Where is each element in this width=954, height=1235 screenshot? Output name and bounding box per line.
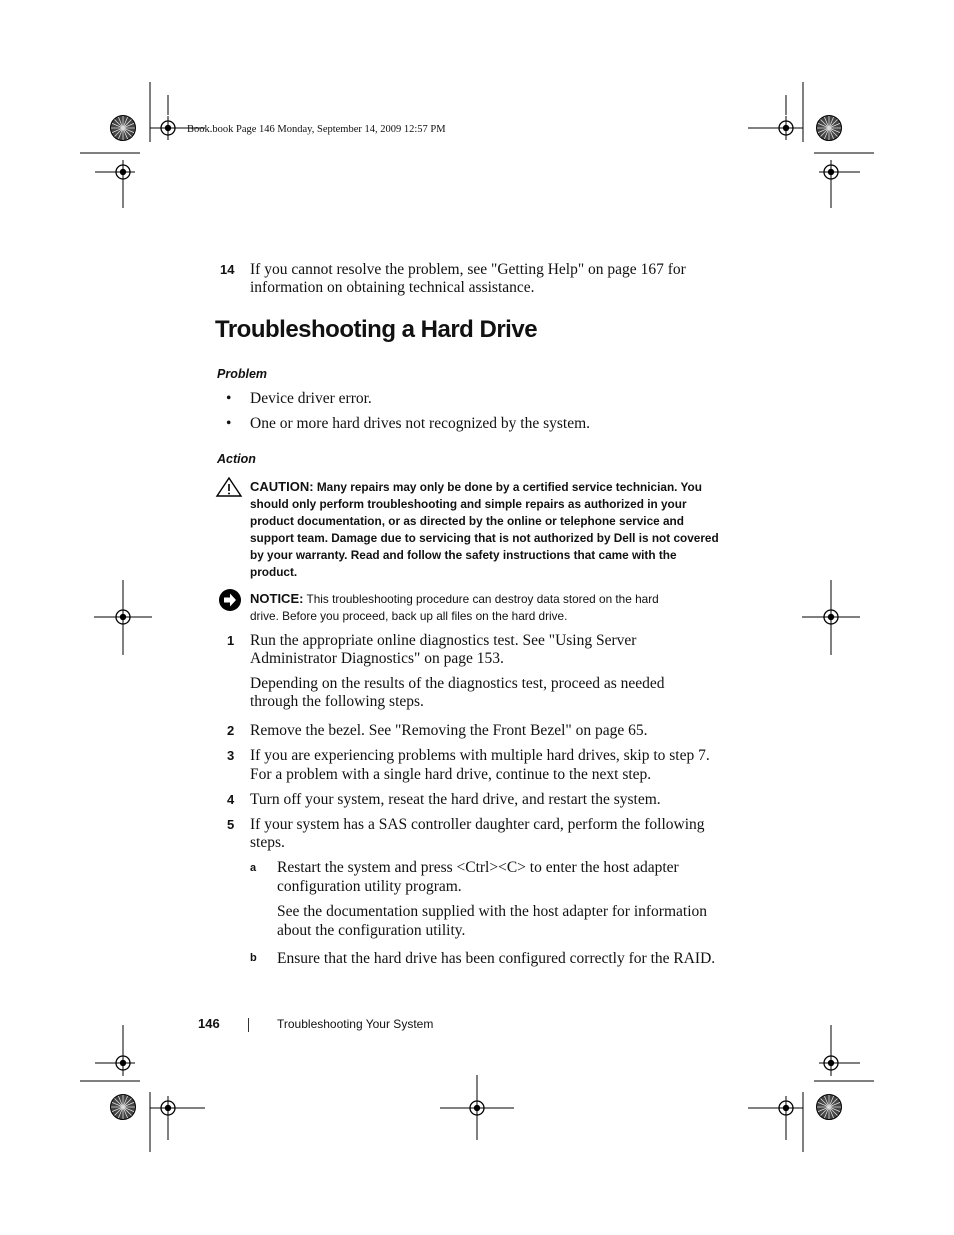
caution-text: should only perform troubleshooting and simple repairs as authorized in your: [250, 497, 687, 511]
step-text: Turn off your system, reseat the hard drive, and restart the system.: [250, 791, 661, 808]
notice-label: NOTICE:: [250, 591, 304, 606]
step-text: steps.: [250, 834, 285, 851]
substep-text: See the documentation supplied with the host adapter for information: [277, 903, 708, 920]
caution-label: CAUTION:: [250, 479, 314, 494]
step-number: 1: [227, 633, 235, 648]
step-text: For a problem with a single hard drive, continue to the next step.: [250, 766, 652, 783]
step-text: Depending on the results of the diagnostics test, proceed as needed: [250, 675, 665, 692]
problem-heading: Problem: [217, 367, 268, 381]
notice-text: drive. Before you proceed, back up all files on the hard drive.: [250, 609, 568, 623]
footer-divider: [248, 1018, 249, 1032]
step-number: 3: [227, 748, 235, 763]
notice-block: [250, 590, 720, 625]
registration-star-top-left: [111, 116, 136, 141]
step-number: 5: [227, 817, 235, 832]
step-number: 2: [227, 723, 235, 738]
step-text: Administrator Diagnostics" on page 153.: [250, 650, 504, 667]
caution-icon: [215, 476, 243, 498]
section-title: Troubleshooting a Hard Drive: [215, 316, 538, 343]
substep-letter: a: [250, 862, 257, 874]
step-text: Run the appropriate online diagnostics test. See "Using Server: [250, 632, 637, 649]
substep-text: Ensure that the hard drive has been configured correctly for the RAID.: [277, 950, 716, 967]
step-text: If you cannot resolve the problem, see "Getting Help" on page 167 for: [250, 261, 686, 278]
page-number: 146: [198, 1016, 220, 1031]
registration-star-bottom-left: [111, 1095, 136, 1120]
crop-mark-bottom-right: [803, 1081, 874, 1152]
substep-text: configuration utility program.: [277, 878, 462, 895]
caution-text: by your warranty. Read and follow the safety instructions that came with the: [250, 548, 677, 562]
bullet-item: Device driver error.: [250, 390, 372, 407]
step-number: 14: [220, 262, 235, 277]
footer-section-title: Troubleshooting Your System: [277, 1017, 434, 1031]
substep-letter: b: [250, 952, 257, 964]
notice-icon: [218, 588, 242, 612]
step-text: information on obtaining technical assistance.: [250, 279, 535, 296]
caution-text: Many repairs may only be done by a certified service technician. You: [316, 480, 702, 494]
bullet-icon: •: [226, 390, 232, 407]
caution-text: product documentation, or as directed by the online or telephone service and: [250, 514, 684, 528]
step-number: 4: [227, 792, 235, 807]
action-heading: Action: [217, 452, 256, 466]
caution-text: support team. Damage due to servicing that is not authorized by Dell is not covered: [250, 531, 719, 545]
step-text: If you are experiencing problems with multiple hard drives, skip to step 7.: [250, 747, 710, 764]
step-text: Remove the bezel. See "Removing the Front Bezel" on page 65.: [250, 722, 648, 739]
step-text: If your system has a SAS controller daughter card, perform the following: [250, 816, 705, 833]
bullet-item: One or more hard drives not recognized by the system.: [250, 415, 591, 432]
print-header: Book.book Page 146 Monday, September 14, 2009 12:57 PM: [187, 124, 446, 135]
step-text: through the following steps.: [250, 693, 424, 710]
caution-text: product.: [250, 565, 298, 579]
registration-star-top-right: [817, 116, 842, 141]
substep-text: about the configuration utility.: [277, 922, 466, 939]
caution-block: [250, 478, 720, 581]
notice-text: This troubleshooting procedure can destroy data stored on the hard: [306, 592, 659, 606]
substep-text: Restart the system and press <Ctrl><C> to enter the host adapter: [277, 859, 679, 876]
registration-star-bottom-right: [817, 1095, 842, 1120]
crop-mark-top-right: [803, 82, 874, 153]
bullet-icon: •: [226, 415, 232, 432]
crop-mark-top-left: [80, 82, 150, 153]
